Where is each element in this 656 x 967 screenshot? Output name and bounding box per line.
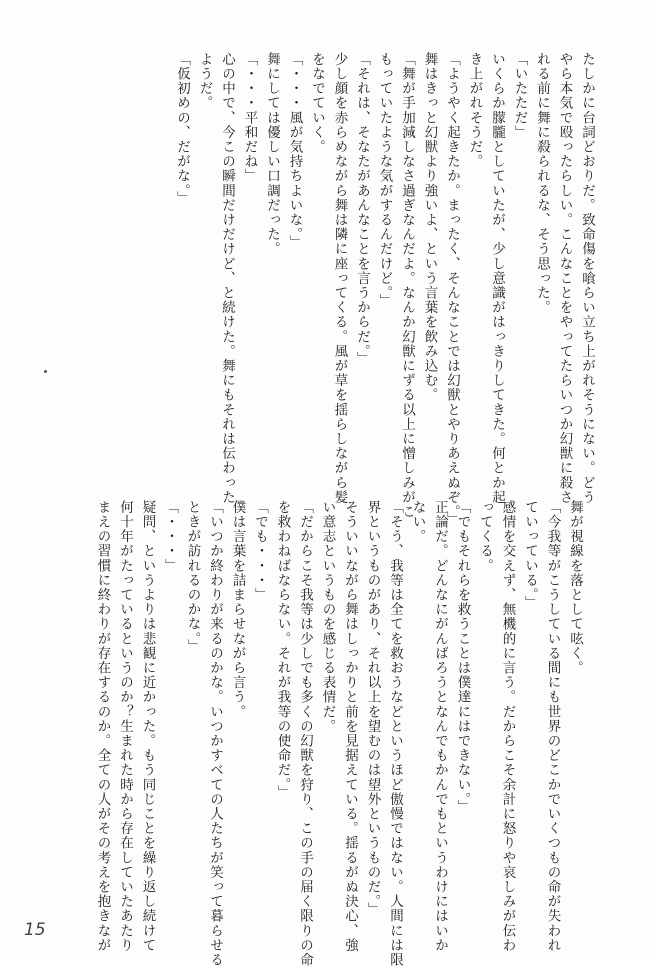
- text-line: 疑問、というよりは悲観に近かった。もう同じことを繰り返し続けて: [139, 500, 156, 953]
- text-line: 「ようやく起きたか。まったく、そんなことでは幻獣とやりあえぬぞ。」: [444, 52, 460, 528]
- page-number: 15: [24, 920, 46, 940]
- text-line: ていっている。」: [522, 500, 538, 611]
- text-line: 「でもそれらを救うことは僕達にはできない。」: [454, 500, 471, 815]
- text-line: れる前に舞に殺られるな、そう思った。: [534, 52, 550, 315]
- text-line: 「でも・・・」: [252, 500, 268, 603]
- text-line: い意志というものを感じる表情だ。: [319, 500, 336, 734]
- text-line: 僕は言葉を詰まらせながら言う。: [229, 500, 246, 719]
- text-line: ない。: [409, 500, 426, 544]
- text-line: ときが訪れるのかな。」: [184, 500, 201, 654]
- text-line: そういいながら舞はしっかりと前を見据えている。揺るがぬ決心、強: [342, 500, 358, 953]
- text-line: やら本気で殴ったらしい。こんなことをやってたらいつか幻獣に殺さ: [556, 52, 573, 505]
- text-line: たしかに台詞どおりだ。致命傷を喰らい立ち上がれそうにない。どう: [579, 52, 595, 505]
- text-line: き上がれそうだ。: [466, 52, 483, 169]
- text-line: 舞が視線を落として呟く。: [567, 500, 583, 676]
- top-text-block: [171, 52, 599, 528]
- text-line: 感情を交えず、無機的に言う。だからこそ余計に怒りや哀しみが伝わ: [499, 500, 516, 953]
- text-line: 「だからこそ我等は少しでも多くの幻獣を狩り、この手の届く限りの命: [297, 500, 313, 967]
- text-line: 界というものがあり、それ以上を望むのは望外というものだ。」: [364, 500, 381, 917]
- text-line: 「・・・」: [162, 500, 178, 573]
- text-line: 「舞が手加減しなさ過ぎなんだよ。なんか幻獣にずる以上に憎しみがこ: [399, 52, 415, 520]
- text-line: いくらか朦朧としていたが、少し意識がはっきりしてきた。何とか起: [489, 52, 505, 505]
- text-line: 舞にしては優しい口調だった。: [264, 52, 280, 257]
- text-line: を救わねばならない。それが我等の使命だ。」: [274, 500, 291, 800]
- text-line: 舞はきっと幻獣より強いよ、という言葉を飲み込む。: [421, 52, 438, 403]
- text-line: ようだ。: [196, 52, 213, 111]
- text-line: 「それは、そなたがあんなことを言うからだ。」: [354, 52, 370, 367]
- text-line: まえの習慣に終わりが存在するのか。全ての人がその考えを抱きなが: [94, 500, 111, 953]
- text-line: 「そう、我等は全てを救おうなどというほど傲慢ではない。人間には限: [387, 500, 403, 967]
- bottom-text-block: [91, 500, 586, 967]
- text-line: もっていたような気がするんだけど。」: [376, 52, 393, 309]
- text-line: 何十年がたっているというのか？生まれた時から存在していたあたり: [117, 500, 133, 953]
- text-line: ってくる。: [477, 500, 493, 573]
- text-line: をなでていく。: [309, 52, 325, 155]
- text-line: 少し顔を赤らめながら舞は隣に座ってくる。風が草を揺らしながら髪: [331, 52, 348, 505]
- stray-mark: [44, 370, 47, 373]
- text-line: 「・・・平和だね」: [241, 52, 258, 184]
- text-line: 「いたただ」: [511, 52, 528, 140]
- text-line: 「・・・風が気持ちよいな。」: [286, 52, 303, 250]
- text-line: 心の中で、今この瞬間だけだけど、と続けた。舞にもそれは伝わった: [219, 52, 235, 505]
- text-line: 「いつか終わりが来るのかな。いつかすべての人たちが笑って暮らせる: [207, 500, 223, 967]
- text-line: 正論だ。どんなにがんばろうとなんでもかんでもというわけにはいか: [432, 500, 448, 953]
- text-line: 「仮初めの、だがな。」: [174, 52, 190, 206]
- text-line: 「今我等がこうしている間にも世界のどこかでいくつもの命が失われ: [544, 500, 561, 953]
